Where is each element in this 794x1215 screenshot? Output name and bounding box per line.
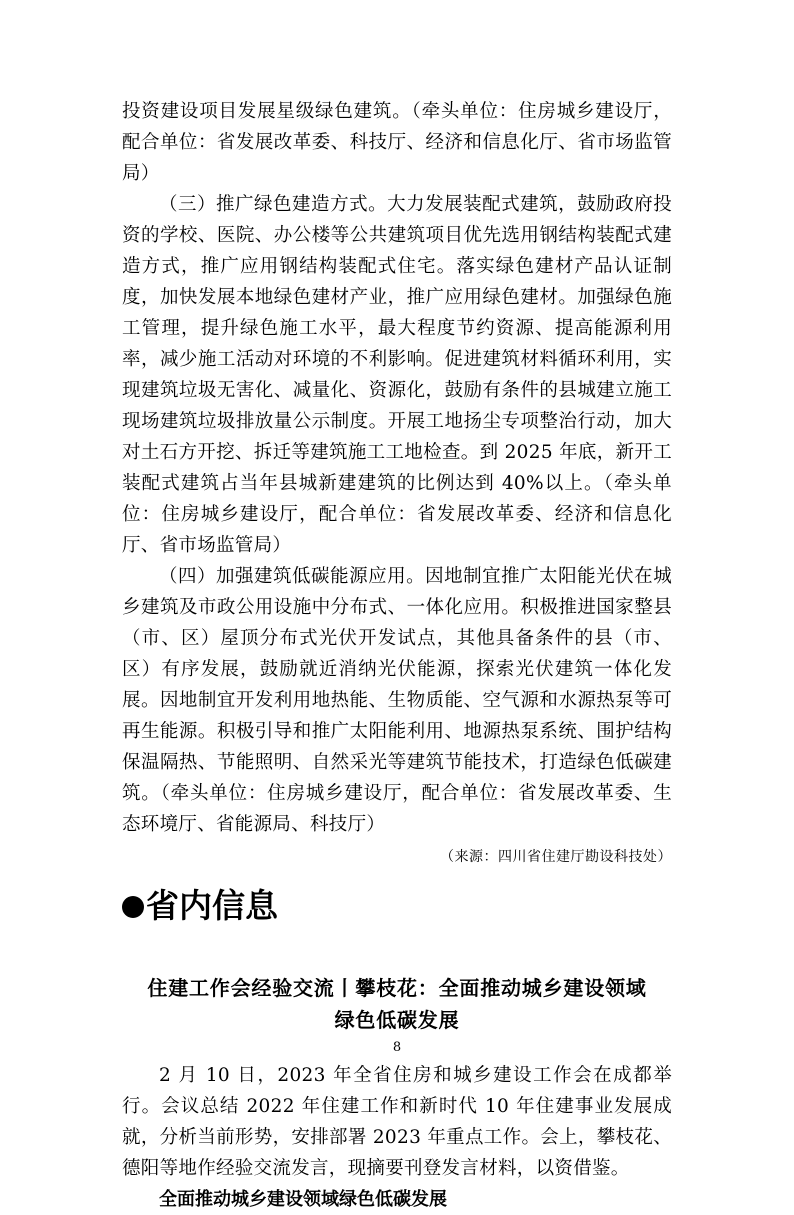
source-note: （来源：四川省住建厅勘设科技处） — [440, 849, 672, 865]
page-number: 8 — [392, 1040, 402, 1055]
article-title-line-1: 住建工作会经验交流丨攀枝花：全面推动城乡建设领域 — [147, 976, 647, 1000]
article-title — [122, 972, 672, 1036]
article-title-line-2: 绿色低碳发展 — [334, 1008, 460, 1032]
paragraph-continuation: 投资建设项目发展星级绿色建筑。（牵头单位：住房城乡建设厅，配合单位：省发展改革委、科技厅、经济和信息化厅、省市场监管局） — [122, 101, 672, 184]
section-heading-text: 省内信息 — [146, 886, 278, 925]
article-body — [122, 1060, 672, 1215]
section-heading — [122, 884, 672, 928]
bullet-icon — [122, 896, 144, 918]
article-intro-paragraph: 2 月 10 日，2023 年全省住房和城乡建设工作会在成都举行。会议总结 2022 年住建工作和新时代 10 年住建事业发展成就，分析当前形势，安排部署 2023 年重点工作。会上，攀枝花、德阳等地作经验交流发言，现摘要刊登发言材料，以资借鉴。 — [122, 1065, 672, 1179]
paragraph-green-construction: （三）推广绿色建造方式。大力发展装配式建筑，鼓励政府投资的学校、医院、办公楼等公共建筑项目优先选用钢结构装配式建造方式，推广应用钢结构装配式住宅。落实绿色建材产品认证制度，加快发展本地绿色建材产业，推广应用绿色建材。加强绿色施工管理，提升绿色施工水平，最大程度节约资源、提高能源利用率，减少施工活动对环境的不利影响。促进建筑材料循环利用，实现建筑垃圾无害化、减量化、资源化，鼓励有条件的县城建立施工现场建筑垃圾排放量公示制度。开展工地扬尘专项整治行动，加大对土石方开挖、拆迁等建筑施工工地检查。到 2025 年底，新开工装配式建筑占当年县城新建建筑的比例达到 40%以上。（牵头单位：住房城乡建设厅，配合单位：省发展改革委、经济和信息化厅、省市场监管局） — [122, 194, 672, 556]
article-subheading: 全面推动城乡建设领域绿色低碳发展 — [159, 1189, 447, 1210]
paragraph-low-carbon-energy: （四）加强建筑低碳能源应用。因地制宜推广太阳能光伏在城乡建筑及市政公用设施中分布式、一体化应用。积极推进国家整县（市、区）屋顶分布式光伏开发试点，其他具备条件的县（市、区）有序发展，鼓励就近消纳光伏能源，探索光伏建筑一体化发展。因地制宜开发利用地热能、生物质能、空气源和水源热泵等可再生能源。积极引导和推广太阳能利用、地源热泵系统、围护结构保温隔热、节能照明、自然采光等建筑节能技术，打造绿色低碳建筑。（牵头单位：住房城乡建设厅，配合单位：省发展改革委、生态环境厅、省能源局、科技厅） — [122, 566, 672, 835]
